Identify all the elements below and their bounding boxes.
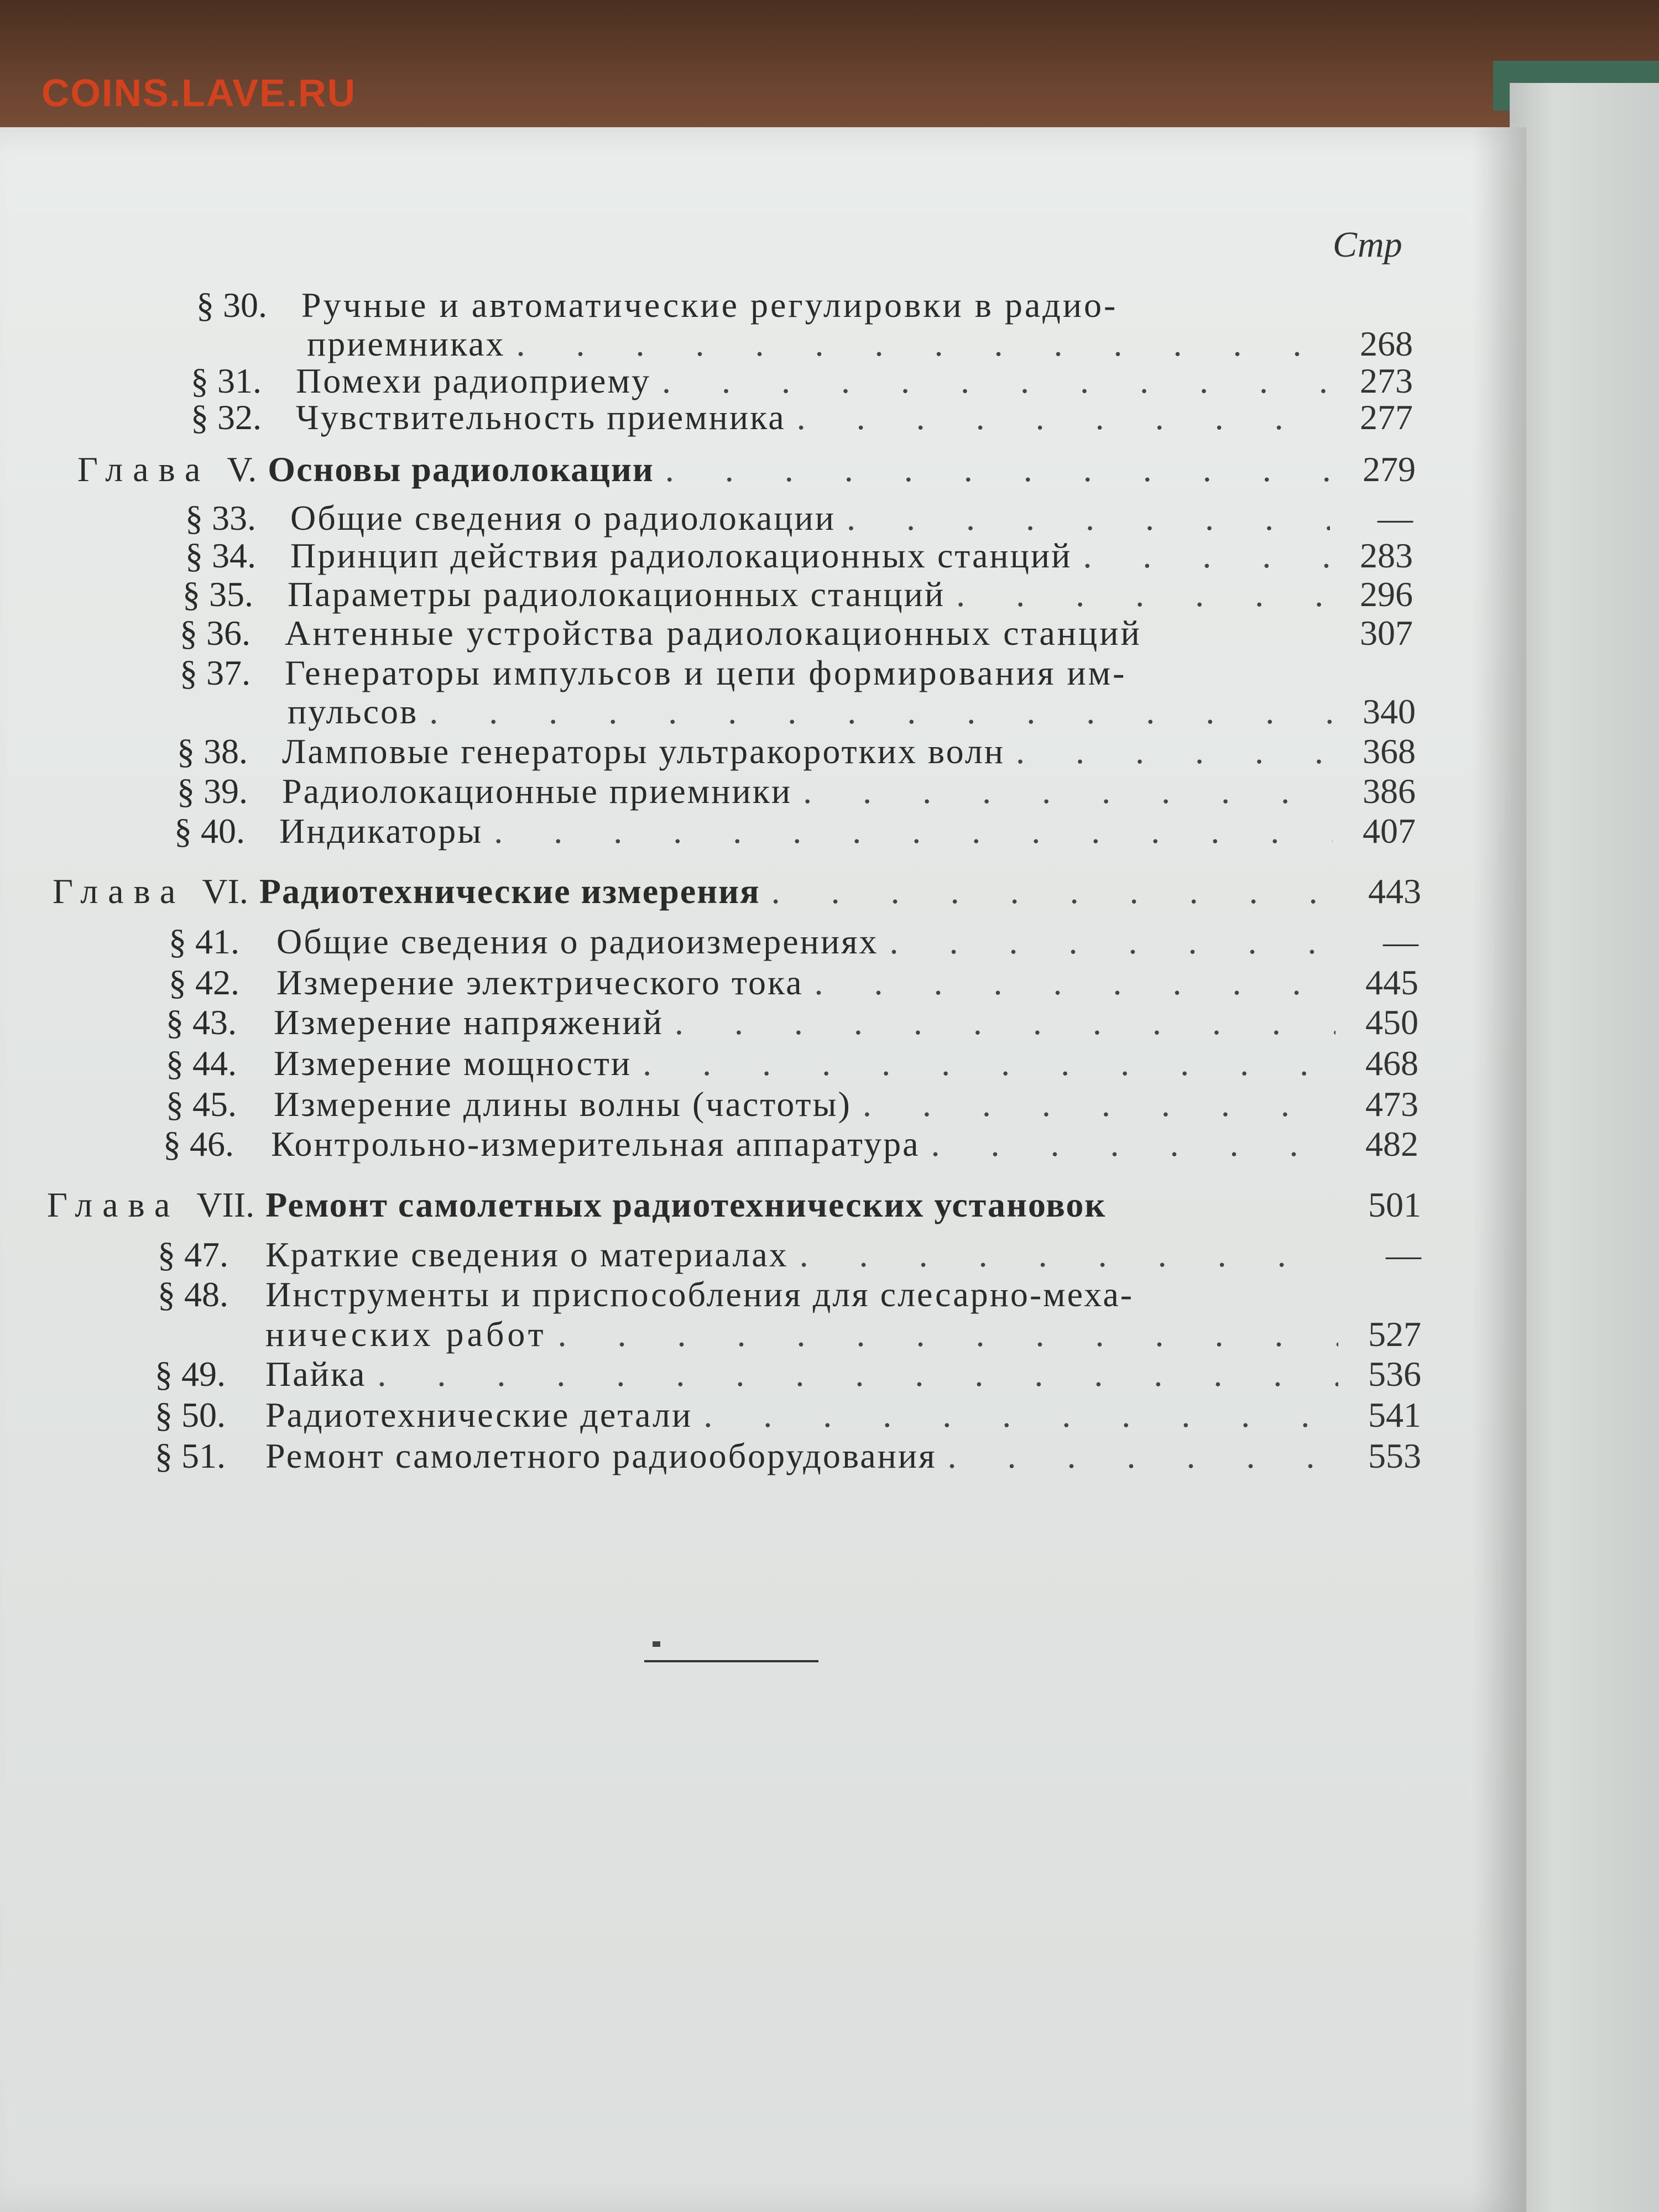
section-number: § 33. (185, 498, 256, 538)
toc-entry-50 (155, 1395, 1421, 1436)
toc-entry-42 (169, 962, 1418, 1003)
toc-entry-46 (163, 1124, 1418, 1165)
section-number: § 45. (166, 1084, 237, 1124)
chapter-number: V. (227, 450, 257, 489)
section-title: Измерение длины волны (частоты) (274, 1084, 852, 1124)
section-number: § 38. (177, 732, 248, 771)
section-title: Измерение электрического тока (276, 963, 804, 1002)
section-number: § 46. (163, 1124, 234, 1164)
toc-entry-30-cont (307, 324, 1413, 364)
chapter-title: Радиотехнические измерения (259, 872, 760, 911)
page-number: 307 (1360, 613, 1413, 653)
page-number: 296 (1360, 575, 1413, 614)
dot-leader (665, 449, 1333, 490)
ink-mark (653, 1641, 660, 1647)
section-title: Ламповые генераторы ультракоротких волн (282, 732, 1005, 771)
section-title-continued: пульсов (288, 692, 419, 731)
toc-entry-40 (174, 811, 1416, 852)
page-shadow (1471, 127, 1526, 2212)
page-number: 279 (1363, 450, 1416, 489)
dot-leader (931, 1124, 1335, 1165)
dot-leader (890, 921, 1335, 962)
section-number: § 30. (196, 285, 267, 325)
toc-entry-37 (180, 653, 1286, 693)
page-number: 527 (1368, 1314, 1421, 1354)
page-number: 553 (1368, 1436, 1421, 1475)
dot-leader (956, 574, 1330, 615)
page-number: 536 (1368, 1354, 1421, 1394)
section-number: § 37. (180, 653, 251, 692)
dot-leader (643, 1043, 1335, 1084)
section-number: § 35. (182, 575, 253, 614)
toc-entry-51 (155, 1436, 1421, 1477)
section-title: Инструменты и приспособления для слесарно-меха- (265, 1275, 1134, 1314)
toc-entry-32 (191, 397, 1413, 438)
section-number: § 43. (166, 1003, 237, 1042)
toc-entry-49 (155, 1354, 1421, 1395)
chapter-word: Глава (47, 1185, 180, 1224)
dot-leader (948, 1436, 1338, 1477)
page-number: 283 (1360, 536, 1413, 575)
toc-entry-48-cont (265, 1314, 1421, 1355)
dot-leader (863, 1084, 1335, 1125)
dot-leader (814, 962, 1335, 1003)
section-number: § 51. (155, 1436, 226, 1475)
book-page (0, 127, 1526, 2212)
page-number: — (1383, 922, 1418, 961)
dot-leader (675, 1002, 1335, 1043)
section-title: Ремонт самолетного радиооборудования (265, 1436, 937, 1475)
section-number: § 42. (169, 963, 239, 1002)
book-cover-edge (1510, 83, 1659, 2212)
page-number: 277 (1360, 398, 1413, 437)
chapter-word: Глава (77, 450, 211, 489)
page-number: 450 (1365, 1003, 1418, 1042)
page-number: 541 (1368, 1395, 1421, 1434)
section-title: Общие сведения о радиолокации (290, 498, 836, 538)
section-title: Антенные устройства радиолокационных станций (285, 613, 1142, 653)
chapter-number: VI. (202, 872, 248, 911)
section-number: § 50. (155, 1395, 226, 1434)
chapter-title: Ремонт самолетных радиотехнических установок (265, 1185, 1107, 1224)
page-number: 268 (1360, 324, 1413, 363)
page-number: 445 (1365, 963, 1418, 1002)
toc-entry-35 (182, 574, 1413, 615)
page-number: 468 (1365, 1044, 1418, 1083)
toc-entry-48 (158, 1274, 1319, 1315)
toc-entry-39 (177, 771, 1416, 812)
section-number: § 41. (169, 922, 239, 961)
toc-entry-30 (196, 285, 1302, 326)
dot-leader (516, 324, 1330, 364)
section-title: Генераторы импульсов и цепи формирования им- (285, 653, 1127, 692)
toc-entry-47 (158, 1234, 1421, 1275)
section-title-continued: приемниках (307, 324, 505, 363)
section-title: Радиолокационные приемники (282, 771, 792, 811)
section-title: Пайка (265, 1354, 367, 1394)
section-number: § 48. (158, 1275, 228, 1314)
section-title: Параметры радиолокационных станций (288, 575, 946, 614)
section-title-continued: нических работ (265, 1314, 547, 1354)
page-number: 340 (1363, 692, 1416, 731)
section-title: Чувствительность приемника (296, 398, 786, 437)
section-title: Индикаторы (279, 811, 483, 851)
section-title: Измерение напряжений (274, 1003, 664, 1042)
section-number: § 39. (177, 771, 248, 811)
dot-leader (1083, 535, 1330, 576)
page-number: 407 (1363, 811, 1416, 851)
section-title: Измерение мощности (274, 1044, 632, 1083)
dot-leader (1016, 731, 1333, 772)
page-number: 473 (1365, 1084, 1418, 1124)
section-title: Краткие сведения о материалах (265, 1235, 789, 1274)
dot-leader (377, 1354, 1338, 1395)
section-number: § 34. (185, 536, 256, 575)
toc-chapter-5 (77, 449, 1416, 490)
toc-entry-43 (166, 1002, 1418, 1043)
toc-entry-44 (166, 1043, 1418, 1084)
dot-leader (800, 1234, 1338, 1275)
section-title: Контрольно-измерительная аппаратура (271, 1124, 920, 1164)
dot-leader (771, 871, 1338, 912)
dot-leader (797, 397, 1330, 438)
section-number: § 40. (174, 811, 245, 851)
page-number: 368 (1363, 732, 1416, 771)
dot-leader (494, 811, 1333, 852)
page-column-header: Стр (1333, 225, 1402, 265)
toc-chapter-6 (53, 871, 1421, 912)
chapter-number: VII. (196, 1185, 255, 1224)
toc-chapter-7 (47, 1185, 1421, 1225)
chapter-title: Основы радиолокации (268, 450, 654, 489)
page-number: 482 (1365, 1124, 1418, 1164)
section-number: § 32. (191, 398, 262, 437)
section-number: § 47. (158, 1235, 228, 1274)
section-title: Помехи радиоприему (296, 361, 651, 400)
toc-entry-31 (191, 361, 1413, 401)
watermark: COINS.LAVE.RU (41, 71, 357, 114)
section-title: Радиотехнические детали (265, 1395, 693, 1434)
toc-entry-34 (185, 535, 1413, 576)
page-number: 501 (1368, 1185, 1421, 1224)
section-number: § 36. (180, 613, 251, 653)
dot-leader (847, 498, 1330, 539)
dot-leader (429, 691, 1333, 732)
dot-leader (703, 1395, 1338, 1436)
dot-leader (558, 1314, 1338, 1355)
section-title: Общие сведения о радиоизмерениях (276, 922, 879, 961)
page-number: 386 (1363, 771, 1416, 811)
toc-entry-38 (177, 731, 1416, 772)
chapter-word: Глава (53, 872, 186, 911)
dot-leader (803, 771, 1333, 812)
section-number: § 31. (191, 361, 262, 400)
page-number: 443 (1368, 872, 1421, 911)
toc-entry-36 (180, 613, 1413, 654)
section-number: § 49. (155, 1354, 226, 1394)
toc-entry-45 (166, 1084, 1418, 1125)
page-number: — (1386, 1235, 1421, 1274)
toc-entry-33 (185, 498, 1413, 539)
page-number: 273 (1360, 361, 1413, 400)
section-title: Ручные и автоматические регулировки в радио- (301, 285, 1118, 325)
toc-entry-37-cont (288, 691, 1416, 732)
section-title: Принцип действия радиолокационных станций (290, 536, 1072, 575)
section-number: § 44. (166, 1044, 237, 1083)
page-number: — (1378, 498, 1413, 538)
dot-leader (662, 361, 1330, 401)
toc-entry-41 (169, 921, 1418, 962)
end-rule (644, 1660, 818, 1662)
